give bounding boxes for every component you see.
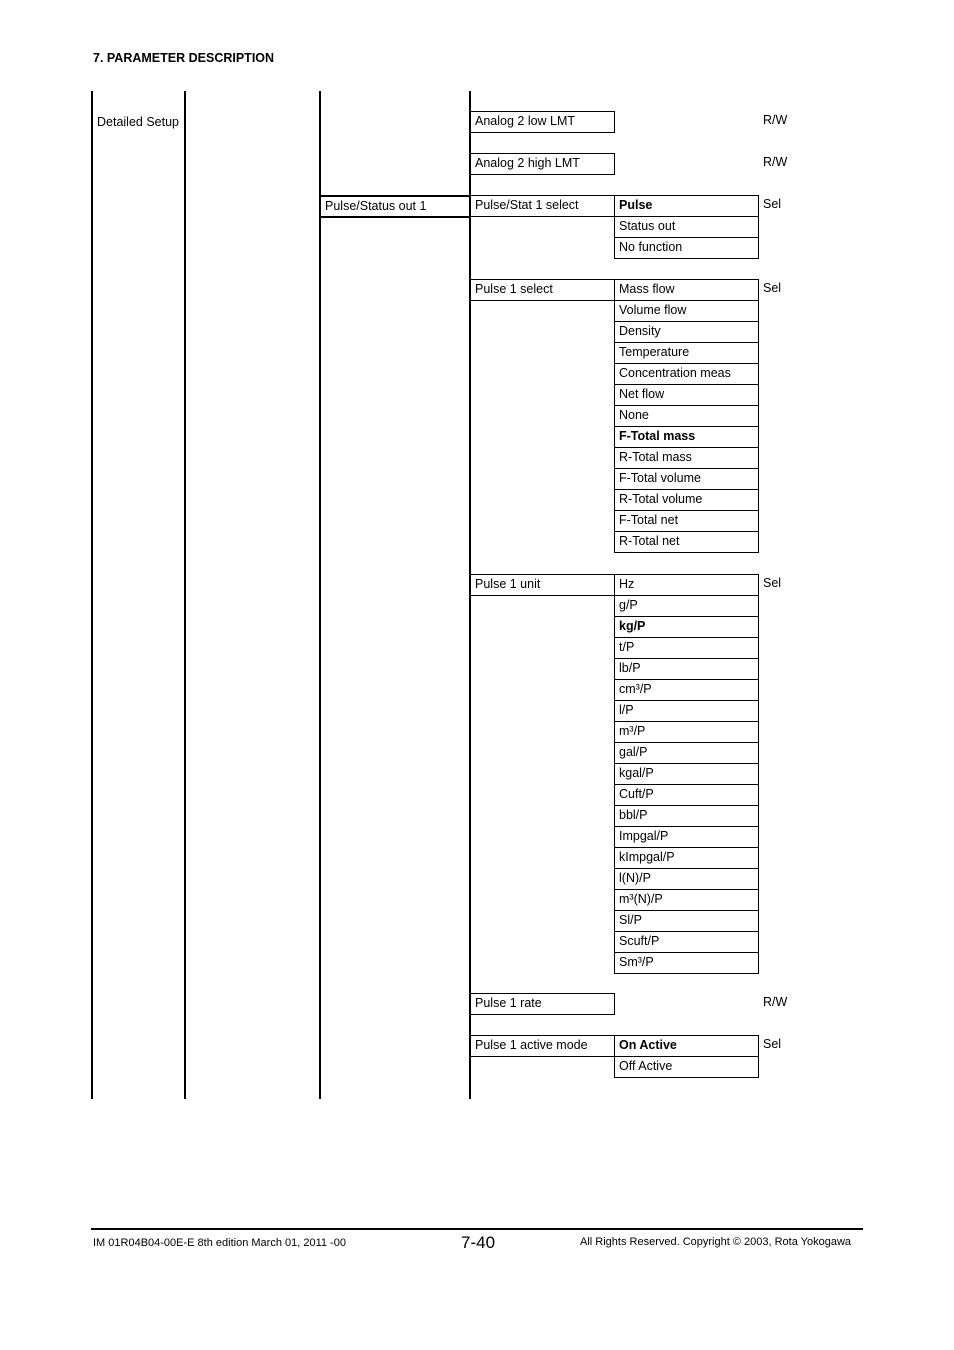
access-mode: Sel <box>763 1037 782 1051</box>
option: None <box>614 405 759 427</box>
access-mode: R/W <box>763 113 788 127</box>
option: m³/P <box>614 721 759 743</box>
option: Sm³/P <box>614 952 759 974</box>
option: m³(N)/P <box>614 889 759 911</box>
footer-rule <box>91 1228 863 1230</box>
option: kImpgal/P <box>614 847 759 869</box>
param-box: Analog 2 high LMT <box>470 153 615 175</box>
option: F-Total net <box>614 510 759 532</box>
option: Volume flow <box>614 300 759 322</box>
option: Sl/P <box>614 910 759 932</box>
option: gal/P <box>614 742 759 764</box>
access-mode: Sel <box>763 197 782 211</box>
access-mode: Sel <box>763 576 782 590</box>
option: R-Total net <box>614 531 759 553</box>
option-default: On Active <box>614 1035 759 1057</box>
pulse-status-out-label: Pulse/Status out 1 <box>325 199 427 213</box>
option: t/P <box>614 637 759 659</box>
option: R-Total volume <box>614 489 759 511</box>
option: Density <box>614 321 759 343</box>
option-default: F-Total mass <box>614 426 759 448</box>
access-mode: R/W <box>763 155 788 169</box>
param-box: Analog 2 low LMT <box>470 111 615 133</box>
footer-doc-id: IM 01R04B04-00E-E 8th edition March 01, 2011 -00 <box>93 1237 346 1249</box>
option: g/P <box>614 595 759 617</box>
detailed-setup-label: Detailed Setup <box>97 115 180 129</box>
option: Off Active <box>614 1056 759 1078</box>
option: Scuft/P <box>614 931 759 953</box>
pulse-status-out-underline <box>320 216 470 218</box>
tree-line-level3 <box>319 91 321 1099</box>
option-default: Pulse <box>614 195 759 217</box>
option: R-Total mass <box>614 447 759 469</box>
option: Impgal/P <box>614 826 759 848</box>
option: Temperature <box>614 342 759 364</box>
tree-line-level1 <box>91 91 93 1099</box>
param-box: Pulse 1 rate <box>470 993 615 1015</box>
option: No function <box>614 237 759 259</box>
option: Cuft/P <box>614 784 759 806</box>
param-box: Pulse 1 select <box>470 279 615 301</box>
option: Hz <box>614 574 759 596</box>
param-box: Pulse 1 active mode <box>470 1035 615 1057</box>
option: bbl/P <box>614 805 759 827</box>
option: kgal/P <box>614 763 759 785</box>
option: Mass flow <box>614 279 759 301</box>
option: F-Total volume <box>614 468 759 490</box>
option: cm³/P <box>614 679 759 701</box>
option: lb/P <box>614 658 759 680</box>
pulse-status-out-overline <box>320 195 470 197</box>
tree-line-level2 <box>184 91 186 1099</box>
param-box: Pulse/Stat 1 select <box>470 195 615 217</box>
param-box: Pulse 1 unit <box>470 574 615 596</box>
option: l(N)/P <box>614 868 759 890</box>
option: l/P <box>614 700 759 722</box>
option: Net flow <box>614 384 759 406</box>
footer-copyright: All Rights Reserved. Copyright © 2003, Rota Yokogawa <box>580 1236 852 1248</box>
access-mode: R/W <box>763 995 788 1009</box>
footer-page-number: 7-40 <box>461 1233 496 1252</box>
option: Concentration meas <box>614 363 759 385</box>
option: Status out <box>614 216 759 238</box>
option-default: kg/P <box>614 616 759 638</box>
section-header: 7. PARAMETER DESCRIPTION <box>93 51 275 65</box>
access-mode: Sel <box>763 281 782 295</box>
